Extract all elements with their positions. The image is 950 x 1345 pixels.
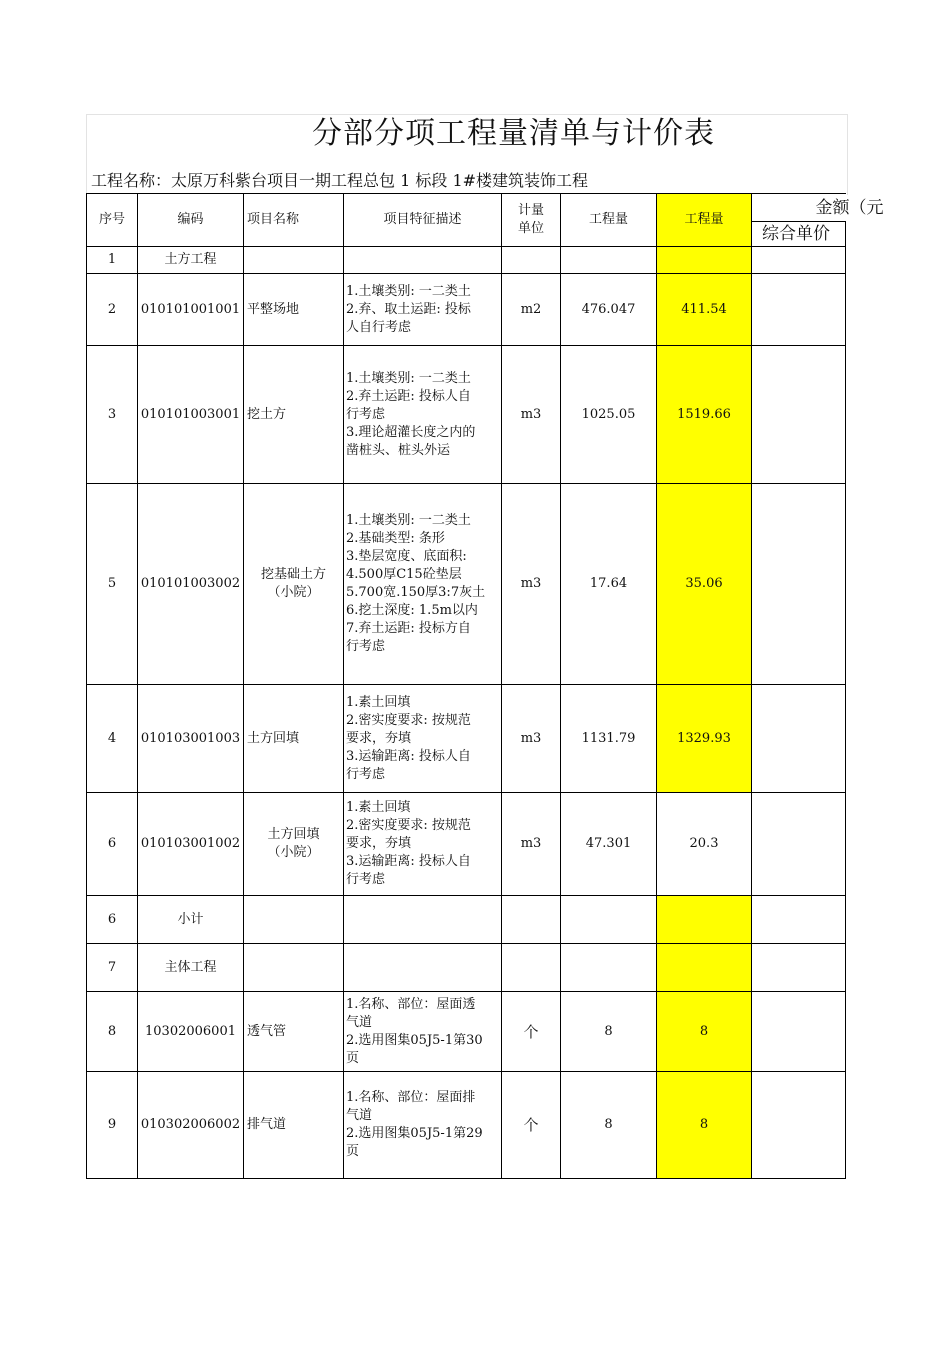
row-name: 挖基础土方 （小院） — [244, 484, 344, 685]
row-desc — [344, 896, 502, 944]
header-unit: 计量 单位 — [502, 194, 561, 247]
header-amount: 金额（元 — [752, 194, 846, 222]
row-name: 排气道 — [244, 1072, 344, 1179]
row-unit: m3 — [502, 685, 561, 793]
row-seq: 6 — [87, 896, 138, 944]
row-name — [244, 247, 344, 274]
row-code: 10302006001 — [138, 992, 244, 1072]
table-row — [87, 944, 846, 992]
row-desc: 1.土壤类别: 一二类土 2.弃、取土运距: 投标 人自行考虑 — [344, 274, 502, 346]
row-unit-price — [752, 274, 846, 346]
bill-of-quantities-table — [86, 193, 884, 1179]
row-qty-adjusted — [657, 247, 752, 274]
table-row — [87, 274, 846, 346]
row-unit: m3 — [502, 484, 561, 685]
row-desc: 1.土壤类别: 一二类土 2.弃土运距: 投标人自 行考虑 3.理论超灌长度之内的 凿桩头、桩头外运 — [344, 346, 502, 484]
row-code: 小计 — [138, 896, 244, 944]
header-desc: 项目特征描述 — [344, 194, 502, 247]
row-unit-price — [752, 685, 846, 793]
row-qty-adjusted: 20.3 — [657, 793, 752, 896]
row-unit-price — [752, 1072, 846, 1179]
table-row — [87, 1072, 846, 1179]
row-qty-adjusted: 1329.93 — [657, 685, 752, 793]
row-unit-price — [752, 944, 846, 992]
row-code: 主体工程 — [138, 944, 244, 992]
table-row — [87, 484, 846, 685]
row-unit: m2 — [502, 274, 561, 346]
row-qty: 1131.79 — [561, 685, 657, 793]
row-seq: 2 — [87, 274, 138, 346]
row-seq: 5 — [87, 484, 138, 685]
row-qty — [561, 896, 657, 944]
row-qty-adjusted: 1519.66 — [657, 346, 752, 484]
table-row — [87, 896, 846, 944]
row-name: 土方回填 — [244, 685, 344, 793]
row-desc: 1.名称、部位：屋面透 气道 2.选用图集05J5-1第30 页 — [344, 992, 502, 1072]
row-name: 透气管 — [244, 992, 344, 1072]
row-seq: 4 — [87, 685, 138, 793]
row-qty-adjusted: 8 — [657, 992, 752, 1072]
row-qty: 47.301 — [561, 793, 657, 896]
row-unit-price — [752, 247, 846, 274]
row-desc — [344, 247, 502, 274]
row-qty-adjusted — [657, 896, 752, 944]
table-row — [87, 992, 846, 1072]
row-seq: 9 — [87, 1072, 138, 1179]
row-qty: 8 — [561, 992, 657, 1072]
row-unit: m3 — [502, 793, 561, 896]
row-qty — [561, 944, 657, 992]
project-name-line: 工程名称：太原万科紫台项目一期工程总包 1 标段 1#楼建筑装饰工程 — [91, 171, 589, 190]
row-desc — [344, 944, 502, 992]
row-name: 挖土方 — [244, 346, 344, 484]
row-name: 平整场地 — [244, 274, 344, 346]
row-unit: 个 — [502, 1072, 561, 1179]
row-seq: 8 — [87, 992, 138, 1072]
row-code: 土方工程 — [138, 247, 244, 274]
row-unit-price — [752, 346, 846, 484]
row-desc: 1.土壤类别: 一二类土 2.基础类型: 条形 3.垫层宽度、底面积: 4.500厚C15砼垫层 5.700宽.150厚3:7灰土 6.挖土深度: 1.5m以内 7.弃土运距: 投标方自 行考虑 — [344, 484, 502, 685]
row-seq: 7 — [87, 944, 138, 992]
row-seq: 3 — [87, 346, 138, 484]
row-qty — [561, 247, 657, 274]
row-unit — [502, 896, 561, 944]
header-seq: 序号 — [87, 194, 138, 247]
row-qty: 476.047 — [561, 274, 657, 346]
row-qty-adjusted: 411.54 — [657, 274, 752, 346]
row-unit-price — [752, 793, 846, 896]
row-unit: 个 — [502, 992, 561, 1072]
header-qty-adjusted: 工程量 — [657, 194, 752, 247]
row-code: 010302006002 — [138, 1072, 244, 1179]
row-qty-adjusted: 35.06 — [657, 484, 752, 685]
row-unit — [502, 247, 561, 274]
row-desc: 1.素土回填 2.密实度要求: 按规范 要求，夯填 3.运输距离: 投标人自 行考虑 — [344, 793, 502, 896]
row-name: 土方回填 （小院） — [244, 793, 344, 896]
row-seq: 6 — [87, 793, 138, 896]
table-row — [87, 685, 846, 793]
table-row — [87, 793, 846, 896]
row-qty: 17.64 — [561, 484, 657, 685]
row-unit-price — [752, 896, 846, 944]
row-code: 010103001003 — [138, 685, 244, 793]
row-desc: 1.名称、部位：屋面排 气道 2.选用图集05J5-1第29 页 — [344, 1072, 502, 1179]
row-code: 010101003001 — [138, 346, 244, 484]
row-qty-adjusted — [657, 944, 752, 992]
row-code: 010103001002 — [138, 793, 244, 896]
row-seq: 1 — [87, 247, 138, 274]
header-qty: 工程量 — [561, 194, 657, 247]
row-code: 010101003002 — [138, 484, 244, 685]
table-row — [87, 346, 846, 484]
row-unit — [502, 944, 561, 992]
row-code: 010101001001 — [138, 274, 244, 346]
row-name — [244, 896, 344, 944]
table-row — [87, 247, 846, 274]
row-name — [244, 944, 344, 992]
header-unit-price: 综合单价 — [752, 222, 846, 247]
row-unit-price — [752, 992, 846, 1072]
row-desc: 1.素土回填 2.密实度要求: 按规范 要求，夯填 3.运输距离: 投标人自 行考虑 — [344, 685, 502, 793]
header-name: 项目名称 — [244, 194, 344, 247]
header-code: 编码 — [138, 194, 244, 247]
row-unit-price — [752, 484, 846, 685]
row-qty: 1025.05 — [561, 346, 657, 484]
row-qty-adjusted: 8 — [657, 1072, 752, 1179]
row-qty: 8 — [561, 1072, 657, 1179]
row-unit: m3 — [502, 346, 561, 484]
page-title: 分部分项工程量清单与计价表 — [312, 116, 715, 151]
